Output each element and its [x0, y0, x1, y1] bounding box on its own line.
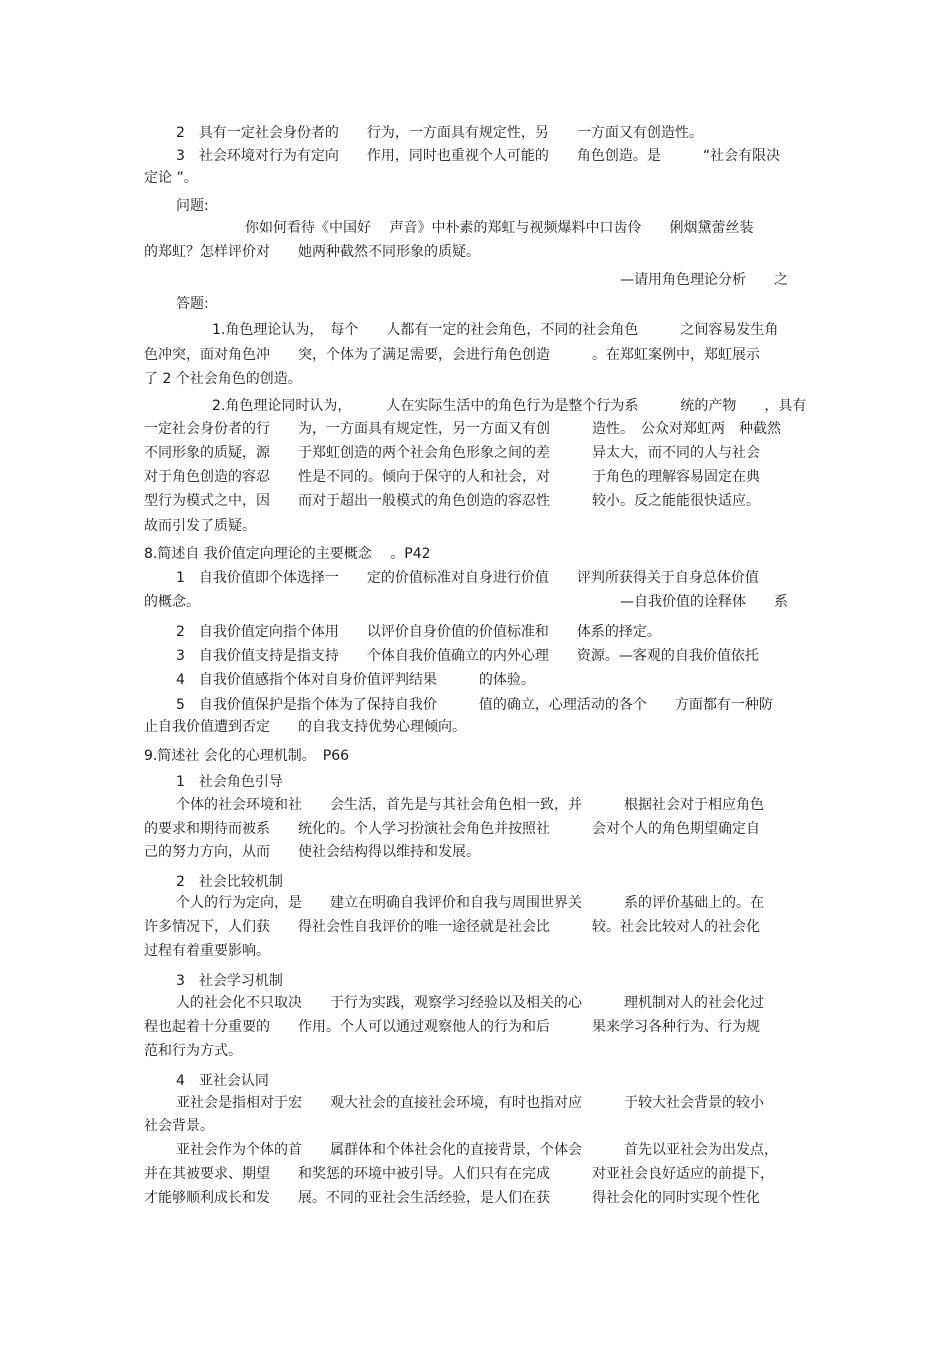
text-line: 程也起着十分重要的 作用。个人可以通过观察他人的行为和后 果来学习各种行为、行为规 [144, 1019, 760, 1035]
text-line: 2 具有一定社会身份者的 行为，一方面具有规定性，另 一方面又有创造性。 [176, 125, 703, 141]
section-heading: 9.简述社 会化的心理机制。 P66 [144, 748, 350, 764]
text-line: 色冲突，面对角色冲 突，个体为了满足需要，会进行角色创造 。在郑虹案例中，郑虹展示 [144, 347, 760, 363]
section-heading: 8.简述自 我价值定向理论的主要概念 。P42 [144, 546, 431, 562]
text-line: 1 自我价值即个体选择一 定的价值标准对自身进行价值 评判所获得关于自身总体价值 [176, 570, 759, 586]
text-line: 范和行为方式。 [144, 1043, 242, 1059]
text-line: 不同形象的质疑，源 于郑虹创造的两个社会角色形象之间的差 异太大，而不同的人与社会 [144, 445, 760, 461]
text-line: 你如何看待《中国好 声音》中朴素的郑虹与视频爆料中口齿伶 俐烟黛蕾丝装 [245, 220, 754, 236]
text-line: —请用角色理论分析 之 [620, 272, 788, 288]
text-line: 定论 ”。 [144, 170, 198, 186]
text-line: 个体的社会环境和社 会生活，首先是与其社会角色相一致，并 根据社会对于相应角色 [176, 797, 764, 813]
text-line: 的郑虹？怎样评价对 她两种截然不同形象的质疑。 [144, 244, 480, 260]
text-line: 己的努力方向，从而 使社会结构得以维持和发展。 [144, 844, 480, 860]
text-line: 社会背景。 [144, 1118, 214, 1134]
text-line: 2 社会比较机制 [176, 874, 283, 890]
text-line: 的概念。 [144, 594, 200, 610]
text-line: 人的社会化不只取决 于行为实践，观察学习经验以及相关的心 理机制对人的社会化过 [176, 995, 764, 1011]
text-line: 个人的行为定向，是 建立在明确自我评价和自我与周围世界关 系的评价基础上的。在 [176, 895, 764, 911]
text-line: 过程有着重要影响。 [144, 943, 270, 959]
text-line: 并在其被要求、期望 和奖惩的环境中被引导。人们只有在完成 对亚社会良好适应的前提下， [144, 1166, 774, 1182]
text-line: 4 自我价值感指个体对自身价值评判结果 的体验。 [176, 672, 535, 688]
text-line: 3 社会环境对行为有定向 作用，同时也重视个人可能的 角色创造。是 “社会有限决 [176, 148, 781, 164]
text-line: 1 社会角色引导 [176, 774, 283, 790]
text-line: 问题: [176, 198, 209, 214]
text-line: 5 自我价值保护是指个体为了保持自我价 值的确立，心理活动的各个 方面都有一种防 [176, 697, 773, 713]
text-line: 3 社会学习机制 [176, 973, 283, 989]
text-line: 止自我价值遭到否定 的自我支持优势心理倾向。 [144, 719, 466, 735]
text-line: 1.角色理论认为， 每个 人都有一定的社会角色，不同的社会角色 之间容易发生角 [212, 322, 779, 338]
text-line: 对于角色创造的容忍 性是不同的。倾向于保守的人和社会，对 于角色的理解容易固定在典 [144, 469, 760, 485]
text-line: 4 亚社会认同 [176, 1073, 269, 1089]
text-line: 故而引发了质疑。 [144, 518, 256, 534]
text-line: 2.角色理论同时认为， 人在实际生活中的角色行为是整个行为系 统的产物 ，具有 [212, 398, 807, 414]
text-line: 2 自我价值定向指个体用 以评价自身价值的价值标准和 体系的择定。 [176, 624, 661, 640]
text-line: 3 自我价值支持是指支持 个体自我价值确立的内外心理 资源。—客观的自我价值依托 [176, 648, 759, 664]
text-line: 答题: [176, 296, 209, 312]
text-line: 型行为模式之中，因 而对于超出一般模式的角色创造的容忍性 较小。反之能能很快适应。 [144, 493, 760, 509]
text-line: 的要求和期待而被系 统化的。个人学习扮演社会角色并按照社 会对个人的角色期望确定自 [144, 821, 760, 837]
text-line: 一定社会身份者的行 为，一方面具有规定性，另一方面又有创 造性。 公众对郑虹两 种截然 [144, 421, 781, 437]
text-line: —自我价值的诠释体 系 [620, 594, 788, 610]
text-line: 了 2 个社会角色的创造。 [144, 371, 302, 387]
text-line: 才能够顺利成长和发 展。不同的亚社会生活经验，是人们在获 得社会化的同时实现个性化 [144, 1190, 760, 1206]
text-line: 许多情况下，人们获 得社会性自我评价的唯一途径就是社会比 较。社会比较对人的社会化 [144, 919, 760, 935]
text-line: 亚社会是指相对于宏 观大社会的直接社会环境，有时也指对应 于较大社会背景的较小 [176, 1095, 764, 1111]
text-line: 亚社会作为个体的首 属群体和个体社会化的直接背景，个体会 首先以亚社会为出发点， [176, 1142, 778, 1158]
